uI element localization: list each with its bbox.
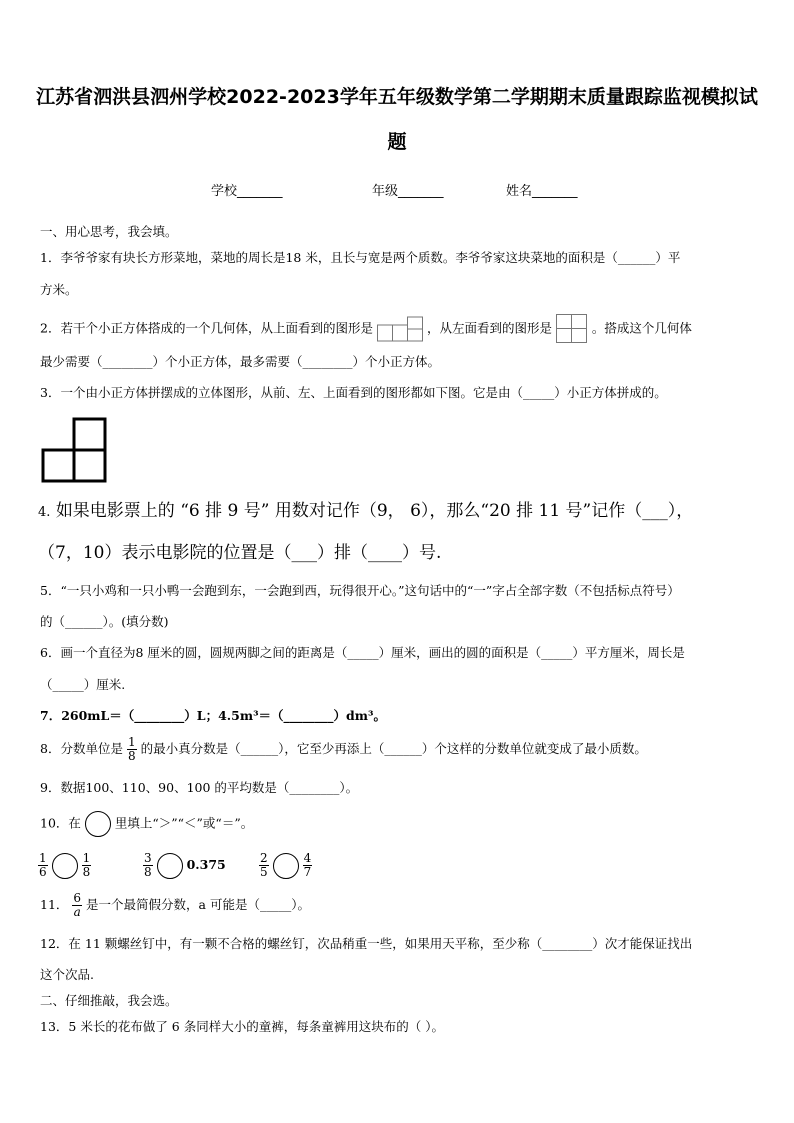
question-11-text: 是一个最简假分数，a 可能是（_____）。 — [86, 897, 310, 912]
fraction-denominator: 8 — [144, 865, 152, 879]
fraction — [259, 852, 269, 879]
fraction-denominator: 6 — [39, 865, 47, 879]
comparison-2 — [143, 852, 226, 879]
fraction — [143, 852, 153, 879]
question-2-line-2: 最少需要（________）个小正方体，最多需要（________）个小正方体。 — [40, 354, 441, 369]
question-11-number: 11． — [40, 897, 69, 912]
question-4-line-2: （7，10）表示电影院的位置是（___）排（____）号. — [38, 543, 442, 563]
fraction-denominator: 7 — [303, 865, 312, 879]
fraction — [82, 852, 92, 879]
fraction — [38, 852, 48, 879]
decimal-value: 0.375 — [186, 857, 226, 872]
question-13: 13．5 米长的花布做了 6 条同样大小的童裤，每条童裤用这块布的（ ）。 — [40, 1019, 444, 1034]
answer-circle[interactable] — [157, 853, 183, 879]
fraction-numerator: 1 — [82, 851, 91, 865]
question-10-text-b: 里填上“＞”“＜”或“＝”。 — [114, 815, 254, 831]
question-2-text-a: 2．若干个小正方体搭成的一个几何体，从上面看到的图形是 — [40, 320, 373, 336]
fraction — [303, 852, 313, 879]
fraction-denominator: 8 — [82, 865, 91, 879]
fraction-numerator: 4 — [303, 851, 312, 865]
question-8 — [40, 736, 647, 763]
question-8-text-b: 的最小真分数是（______），它至少再添上（______）个这样的分数单位就变成了最小质数。 — [140, 741, 647, 756]
question-10-text-a: 10．在 — [40, 815, 81, 831]
question-6-line-1: 6．画一个直径为8 厘米的圆，圆规两脚之间的距离是（_____）厘米，画出的圆的面积是（_____）平方厘米，周长是 — [40, 645, 685, 660]
question-11 — [40, 892, 310, 919]
question-1-line-2: 方米。 — [40, 282, 78, 297]
fraction-six-over-a — [72, 892, 82, 919]
question-5-line-1: 5．“一只小鸡和一只小鸭一会跑到东，一会跑到西，玩得很开心。”这句话中的“一”字占全部字数（不包括标点符号） — [40, 583, 680, 598]
fraction-numerator: 6 — [73, 891, 82, 905]
question-10 — [40, 811, 253, 837]
question-9: 9．数据100、110、90、100 的平均数是（________）。 — [40, 780, 359, 795]
question-5-line-2: 的（______）。(填分数) — [40, 614, 169, 629]
question-7: 7．260mL＝（________）L；4.5m³＝（________）dm³。 — [40, 708, 386, 723]
question-1-line-1: 1．李爷爷家有块长方形菜地，菜地的周长是18 米，且长与宽是两个质数。李爷爷家这块菜地的面积是（______）平 — [40, 250, 681, 265]
question-4-line-1 — [38, 503, 693, 521]
fraction-one-eighth — [127, 736, 137, 763]
name-field: 姓名_______ — [506, 184, 578, 199]
question-4-number: 4. — [38, 505, 51, 520]
question-3: 3．一个由小正方体拼摆成的立体图形，从前、左、上面看到的图形都如下图。它是由（_____）小正方体拼成的。 — [40, 385, 667, 400]
left-view-figure — [556, 314, 588, 344]
fraction-numerator: 2 — [260, 851, 268, 865]
answer-circle[interactable] — [273, 853, 299, 879]
exam-title: 江苏省泗洪县泗州学校2022-2023学年五年级数学第二学期期末质量跟踪监视模拟试 — [36, 86, 758, 108]
fraction-numerator: 1 — [39, 851, 47, 865]
section-2-heading: 二、仔细推敲，我会选。 — [40, 993, 178, 1008]
question-4-text-a: 如果电影票上的 “6 排 9 号” 用数对记作（9， 6），那么“20 排 11 号”记作（___）， — [55, 501, 694, 521]
fraction-denominator: 8 — [127, 749, 136, 763]
grade-field: 年级_______ — [372, 184, 444, 199]
fraction-numerator: 1 — [127, 735, 136, 749]
comparison-1 — [38, 852, 91, 879]
fraction-denominator: a — [73, 905, 81, 919]
fraction-denominator: 5 — [260, 865, 268, 879]
question-2-line-1 — [40, 314, 692, 344]
top-view-figure — [377, 316, 423, 342]
answer-circle[interactable] — [52, 853, 78, 879]
question-6-line-2: （_____）厘米. — [40, 677, 126, 692]
exam-title-continued: 题 — [387, 131, 407, 153]
question-2-text-c: 。搭成这个几何体 — [591, 320, 692, 336]
question-2-text-b: ，从左面看到的图形是 — [426, 320, 552, 336]
question-12-line-2: 这个次品. — [40, 967, 94, 982]
question-12-line-1: 12．在 11 颗螺丝钉中，有一颗不合格的螺丝钉，次品稍重一些，如果用天平称，至少称（________）次才能保证找出 — [40, 936, 693, 951]
question-8-text-a: 8．分数单位是 — [40, 741, 123, 756]
cube-view-figure — [41, 417, 107, 483]
comparison-circle-icon — [85, 811, 111, 837]
school-field: 学校_______ — [211, 184, 283, 199]
comparison-3 — [259, 852, 312, 879]
fraction-numerator: 3 — [144, 851, 152, 865]
section-1-heading: 一、用心思考，我会填。 — [40, 224, 178, 239]
